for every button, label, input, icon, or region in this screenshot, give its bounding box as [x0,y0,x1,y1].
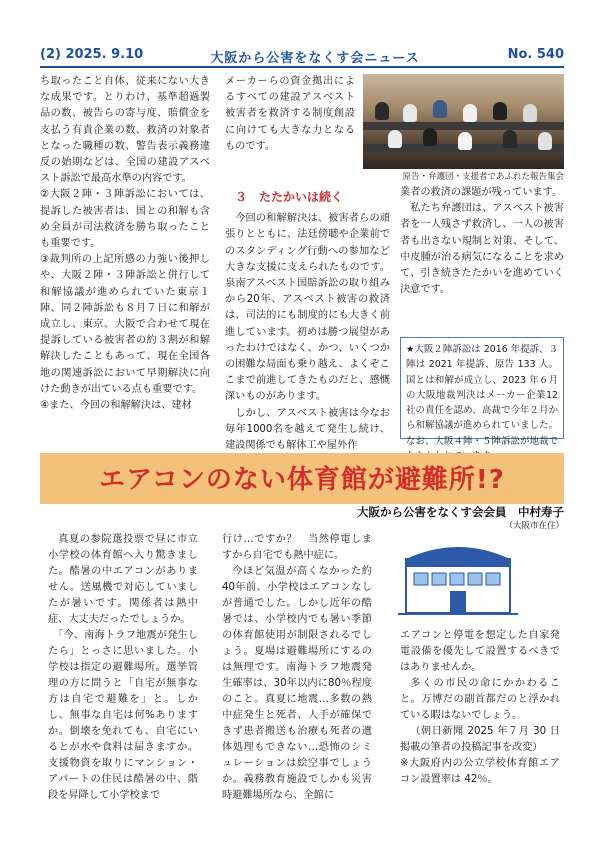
article1-column3 [400,185,564,298]
photo-person [503,130,517,148]
paragraph: ち取ったこと自体、従来にない大きな成果です。とりわけ、基準超過製品の数、被告らの寄与度、賠償金を支払う有責企業の数、救済の対象者となった職種の数、警告表示義務違反の始期などは、全国の建設アスベスト訴訟で最高水準の内容です。 [40,76,210,185]
school-building-illustration [398,537,518,619]
photo-person [463,104,477,122]
photo-caption: 原告・弁護団・支援者であふれた報告集会 [402,172,564,182]
paragraph: 今回の和解解決は、被害者らの頑張りとともに、法廷傍聴や企業前でのスタンディング行動への参加など大きな支援に支えられたものです。泉南アスベスト国賠訴訟の取り組みから20年、アスベスト被害の救済は、司法的にも制度的にも大きく前進しています。初めは勝つ展望があったわけではなく、かつ、いくつかの困難な局面も乗り越え、よくぞここまで前進してきたものだと、感慨深いものがあります。 [225,213,390,403]
article2-column3 [400,628,560,788]
paragraph: メーカーらの資金拠出によるすべての建設アスベスト被害者を救済する制度創設に向けても大きな力となるものです。 [225,76,355,152]
building-windows [414,573,500,585]
article1-column2-top [225,74,355,155]
newsletter-title: 大阪から公害をなくす会ニュース [210,51,420,66]
photo-desk-row [363,122,564,130]
photo-person [458,132,472,150]
paragraph: 業者の救済の課題が残っています。 [400,187,563,198]
author-residence: （大阪市在住） [504,521,564,531]
photo-person [403,104,417,122]
article1-column2-body [225,185,390,454]
photo-person [388,130,402,148]
photo-person [538,132,552,150]
article2-author: 大阪から公害をなくす会会員 中村寿子 [357,505,564,519]
photo-person [375,102,389,120]
article2-banner [40,453,564,504]
building-band [406,559,510,567]
paragraph: エアコンと停電を想定した自家発電設備を優先して設置するべきではありませんか。 [400,630,560,673]
paragraph: 真夏の参院選投票で昼に市立小学校の体育館へ入り驚きました。酷暑の中エアコンがありません。送風機で対応していましたが暑いです。関係者は熱中症、大丈夫だったでしょうか。 [48,534,198,625]
meeting-photo [363,74,564,169]
photo-person [433,100,447,118]
paragraph: 多くの市民の命にかかわること。万博だの副首都だのと浮かれている暇はないでしょう。 [400,678,560,721]
paragraph: しかし、アスベスト被害は今なお毎年1000名を越えて発生し続け、建設関係でも解体工や屋外作 [225,407,390,452]
paragraph: ※大阪府内の公立学校体育館エアコン設置率は 42％。 [400,758,560,785]
article1-column1 [40,74,210,414]
photo-person [493,102,507,120]
note-box: ★大阪２陣訴訟は 2016 年提訴、３陣は 2021 年提訴、原告 133 人。国とは和解が成立し、2023 年６月の大阪地裁判決はメーカー企業12 社の責任を認め、高裁で今年２月から和解協議が進められていました。なお、大阪４陣・５陣訴訟が地裁で [400,337,564,439]
photo-person [523,104,537,122]
paragraph: ②大阪２陣・３陣訴訟においては、提訴した被害者は、国との和解も含め全員が司法救済を勝ち取ったことも重要です。 [40,189,210,250]
section-heading: ３ たたかいは続く [235,190,344,204]
paragraph: ③裁判所の上記所感の力強い後押しや、大阪２陣・３陣訴訟と併行して和解協議が進められていた東京１陣、同２陣訴訟も８月７日に和解が成立し、東京、大阪で合わせて現在提訴している被害者の約３割が和解解決したこともあって、現在全国各地の関連訴訟において早期解決に向けた動きが出ている点も重要です。 [40,254,210,395]
paragraph: 私たち弁護団は、アスベスト被害者を一人残さず救済し、一人の被害者も出さない規制と対策、そして、中皮腫が治る病気になることを求めて、引き続きたたかいを進めていく決意です。 [400,203,564,296]
article2-column2 [222,532,372,804]
paragraph: 行け…ですか？ 当然停電しますから自宅でも熱中症に。 [222,534,372,561]
paragraph: ④また、今回の和解解決は、建材 [40,400,192,412]
paragraph: 今ほど気温が高くなかった約40年前、小学校はエアコンなしが普通でした。しかし近年の酷暑では、小学校内でも暑い季節の体育館使用が制限されるでしょう。夏場は避難場所にするのは無理です。南海トラフ地震発生確率は、30年以内に80％程度のこと。真夏に地震…多数の熱中症発生と死者、人手が確保できず患者搬送も治療も死者の遺体処理もできない…恐怖のシミュレーションは絵空事でしょうか。義務教育施設でしかも災害時避難場所なら、全館に [222,566,372,801]
building-door [450,591,466,613]
issue-date: (2) 2025. 9.10 [40,47,144,62]
photo-person [423,128,437,146]
building-roof [406,547,510,559]
header-divider [40,66,564,68]
article2-column1 [48,532,198,804]
paragraph: （朝日新聞 2025 年７月 30 日掲載の筆者の投稿記事を改変） [400,726,560,753]
issue-number: No. 540 [507,47,564,62]
paragraph: 「今、南海トラフ地震が発生したら」とっさに思いました。小学校は指定の避難場所。選挙管理の方に問うと「自宅が無事な方は自宅で避難を」と。しかし、無事な自宅は何%ありますか。倒壊を免れても、自宅にいるとが水や食料は届きますか。支援物資を取りにマンション・アパートの住民は酷暑の中、階段を昇降して小学校まで [48,630,198,801]
page-header [40,47,564,67]
article2-title: エアコンのない体育館が避難所!? [99,465,505,495]
